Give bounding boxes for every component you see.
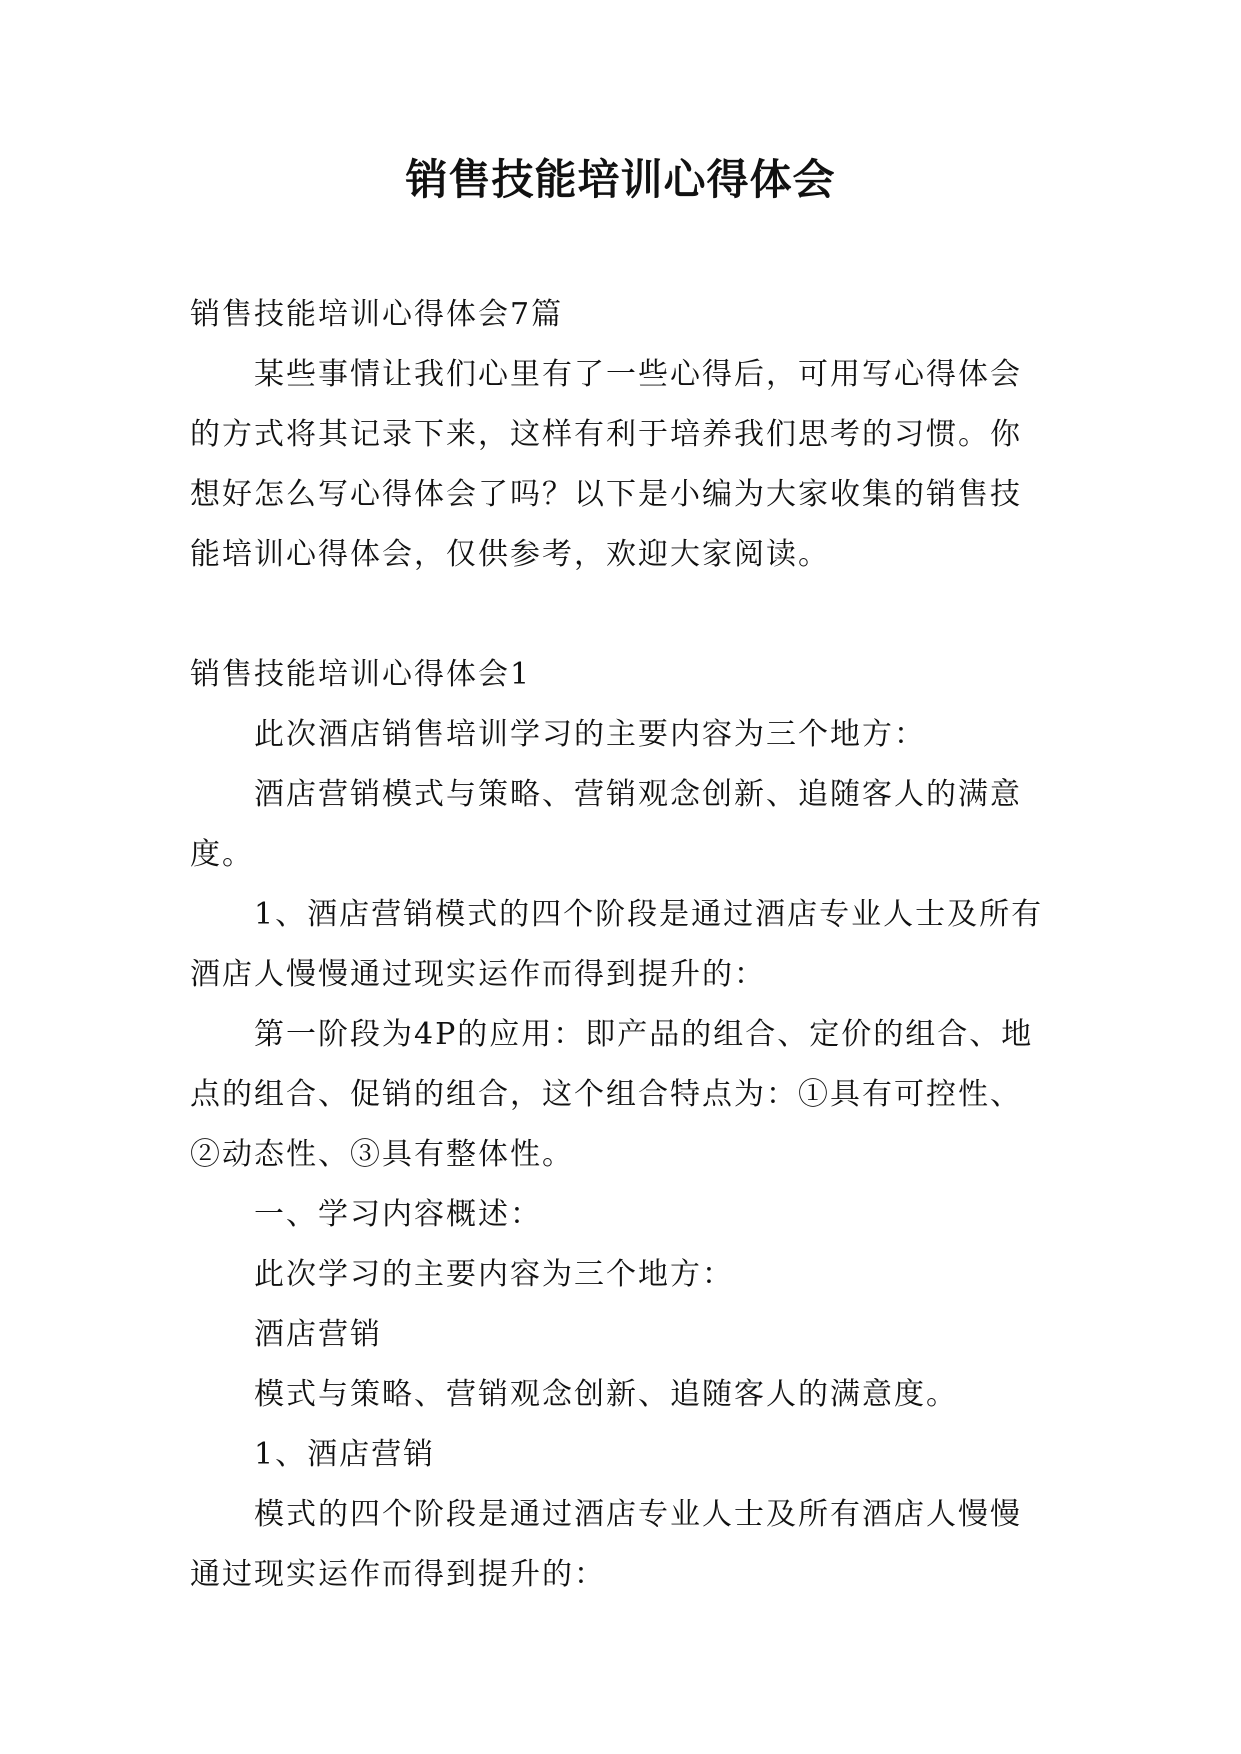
intro-paragraph: 某些事情让我们心里有了一些心得后，可用写心得体会的方式将其记录下来，这样有利于培养我们思考的习惯。你想好怎么写心得体会了吗？以下是小编为大家收集的销售技能培训心得体会，仅供参考，欢迎大家阅读。 <box>190 357 1022 572</box>
section-heading: 销售技能培训心得体会1 <box>190 657 532 692</box>
paragraph: 第一阶段为4P的应用：即产品的组合、定价的组合、地点的组合、促销的组合，这个组合特点为：①具有可控性、②动态性、③具有整体性。 <box>190 1017 1034 1172</box>
paragraph: 一、学习内容概述： <box>254 1197 542 1232</box>
document-subtitle: 销售技能培训心得体会7篇 <box>190 297 564 332</box>
paragraph: 此次学习的主要内容为三个地方： <box>254 1257 734 1292</box>
paragraph: 酒店营销 <box>254 1317 382 1352</box>
document-body <box>190 285 1050 1605</box>
paragraph: 1、酒店营销模式的四个阶段是通过酒店专业人士及所有酒店人慢慢通过现实运作而得到提升的： <box>190 897 1044 992</box>
paragraph: 此次酒店销售培训学习的主要内容为三个地方： <box>254 717 926 752</box>
paragraph: 1、酒店营销 <box>254 1437 436 1472</box>
paragraph: 模式的四个阶段是通过酒店专业人士及所有酒店人慢慢通过现实运作而得到提升的： <box>190 1497 1022 1592</box>
paragraph-gap <box>190 585 1050 645</box>
paragraph: 模式与策略、营销观念创新、追随客人的满意度。 <box>254 1377 958 1412</box>
paragraph: 酒店营销模式与策略、营销观念创新、追随客人的满意度。 <box>190 777 1022 872</box>
document-title: 销售技能培训心得体会 <box>405 155 836 204</box>
